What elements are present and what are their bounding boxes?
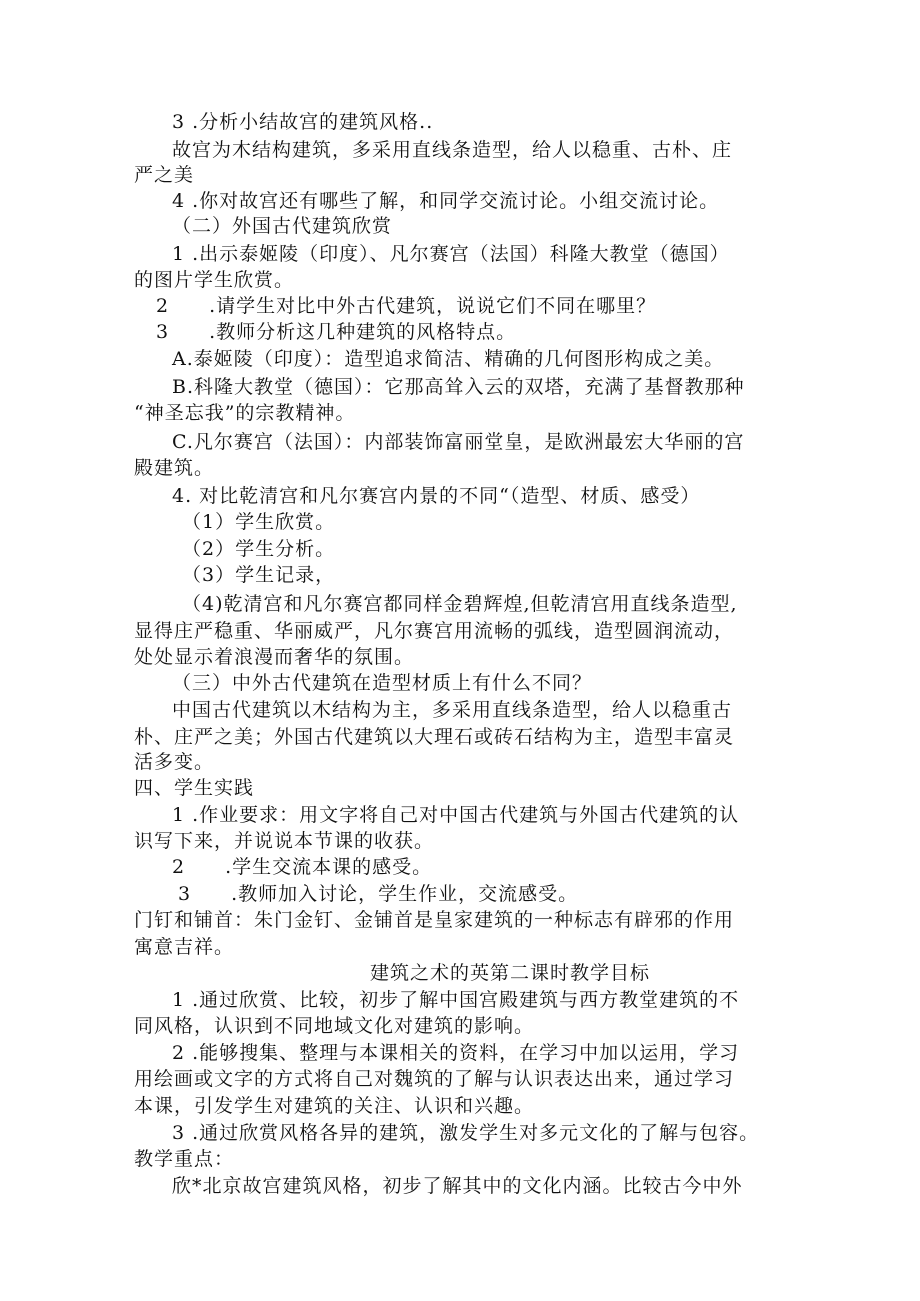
- section-heading-2: （二）外国古代建筑欣赏: [172, 215, 393, 237]
- text-line-20: 显得庄严稳重、华丽威严，凡尔赛宫用流畅的弧线，造型圆润流动，: [134, 620, 735, 642]
- text-line-6: 1 .出示泰姬陵（印度）、凡尔赛宫（法国）科隆大教堂（德国）: [172, 243, 730, 265]
- text-line-32: 寓意吉祥。: [134, 936, 235, 958]
- text-line-21: 处处显示着浪漫而奢华的氛围。: [134, 646, 415, 668]
- text-line-18: （3）学生记录，: [182, 564, 336, 586]
- text-line-10: A.泰姬陵（印度）：造型追求简洁、精确的几何图形构成之美。: [172, 348, 725, 370]
- text-line-9: 3 .教师分析这几种建筑的风格特点。: [156, 321, 517, 343]
- text-line-8: 2 .请学生对比中外古代建筑，说说它们不同在哪里？: [156, 295, 657, 317]
- text-line-30: 3 .教师加入讨论，学生作业，交流感受。: [178, 883, 579, 905]
- text-line-36: 2 .能够搜集、整理与本课相关的资料，在学习中加以运用，学习: [172, 1042, 740, 1064]
- text-line-11: B.科隆大教堂（德国）：它那高耸入云的双塔，充满了基督教那种: [172, 376, 745, 398]
- text-line-24: 朴、庄严之美；外国古代建筑以大理石或砖石结构为主，造型丰富灵: [134, 726, 735, 748]
- text-line-16: （1）学生欣赏。: [182, 511, 336, 533]
- text-line-28: 识写下来，并说说本节课的收获。: [134, 830, 435, 852]
- text-line-29: 2 .学生交流本课的感受。: [172, 856, 433, 878]
- text-line-34: 1 .通过欣赏、比较，初步了解中国宫殿建筑与西方教堂建筑的不: [172, 989, 740, 1011]
- text-line-13: C.凡尔赛宫（法国）：内部装饰富丽堂皇，是欧洲最宏大华丽的宫: [172, 431, 745, 453]
- section-heading-4: 四、学生实践: [134, 777, 255, 799]
- text-line-15: 4. 对比乾清宫和凡尔赛宫内景的不同“（造型、材质、感受）: [172, 485, 701, 507]
- section-heading-3: （三）中外古代建筑在造型材质上有什么不同？: [172, 672, 593, 694]
- text-line-1: 3 .分析小结故宫的建筑风格..: [172, 111, 434, 133]
- text-line-3: 严之美: [134, 164, 195, 186]
- text-line-23: 中国古代建筑以木结构为主，多采用直线条造型，给人以稳重古: [172, 699, 733, 721]
- text-line-27: 1 .作业要求：用文字将自己对中国古代建筑与外国古代建筑的认: [172, 804, 740, 826]
- text-line-19: （4)乾清宫和凡尔赛宫都同样金碧辉煌,但乾清宫用直线条造型,: [182, 593, 738, 615]
- text-line-35: 同风格，认识到不同地域文化对建筑的影响。: [134, 1015, 535, 1037]
- text-line-39: 3 .通过欣赏风格各异的建筑，激发学生对多元文化的了解与包容。: [172, 1122, 760, 1144]
- text-line-12: “神圣忘我”的宗教精神。: [134, 402, 356, 424]
- text-line-38: 本课，引发学生对建筑的关注、认识和兴趣。: [134, 1095, 535, 1117]
- text-line-40: 教学重点：: [134, 1148, 235, 1170]
- section-title: 建筑之术的英第二课时教学目标: [370, 962, 651, 984]
- text-line-41: 欣*北京故宫建筑风格，初步了解其中的文化内涵。比较古今中外: [172, 1175, 743, 1197]
- text-line-14: 殿建筑。: [134, 457, 215, 479]
- text-line-25: 活多变。: [134, 751, 215, 773]
- text-line-4: 4 .你对故宫还有哪些了解，和同学交流讨论。小组交流讨论。: [172, 190, 720, 212]
- text-line-7: 的图片学生欣赏。: [134, 269, 295, 291]
- text-line-17: （2）学生分析。: [182, 538, 336, 560]
- text-line-31: 门钉和铺首：朱门金钉、金铺首是皇家建筑的一种标志有辟邪的作用: [134, 909, 735, 931]
- text-line-37: 用绘画或文字的方式将自己对魏筑的了解与认识表达出来，通过学习: [134, 1068, 735, 1090]
- text-line-2: 故宫为木结构建筑，多采用直线条造型，给人以稳重、古朴、庄: [172, 139, 733, 161]
